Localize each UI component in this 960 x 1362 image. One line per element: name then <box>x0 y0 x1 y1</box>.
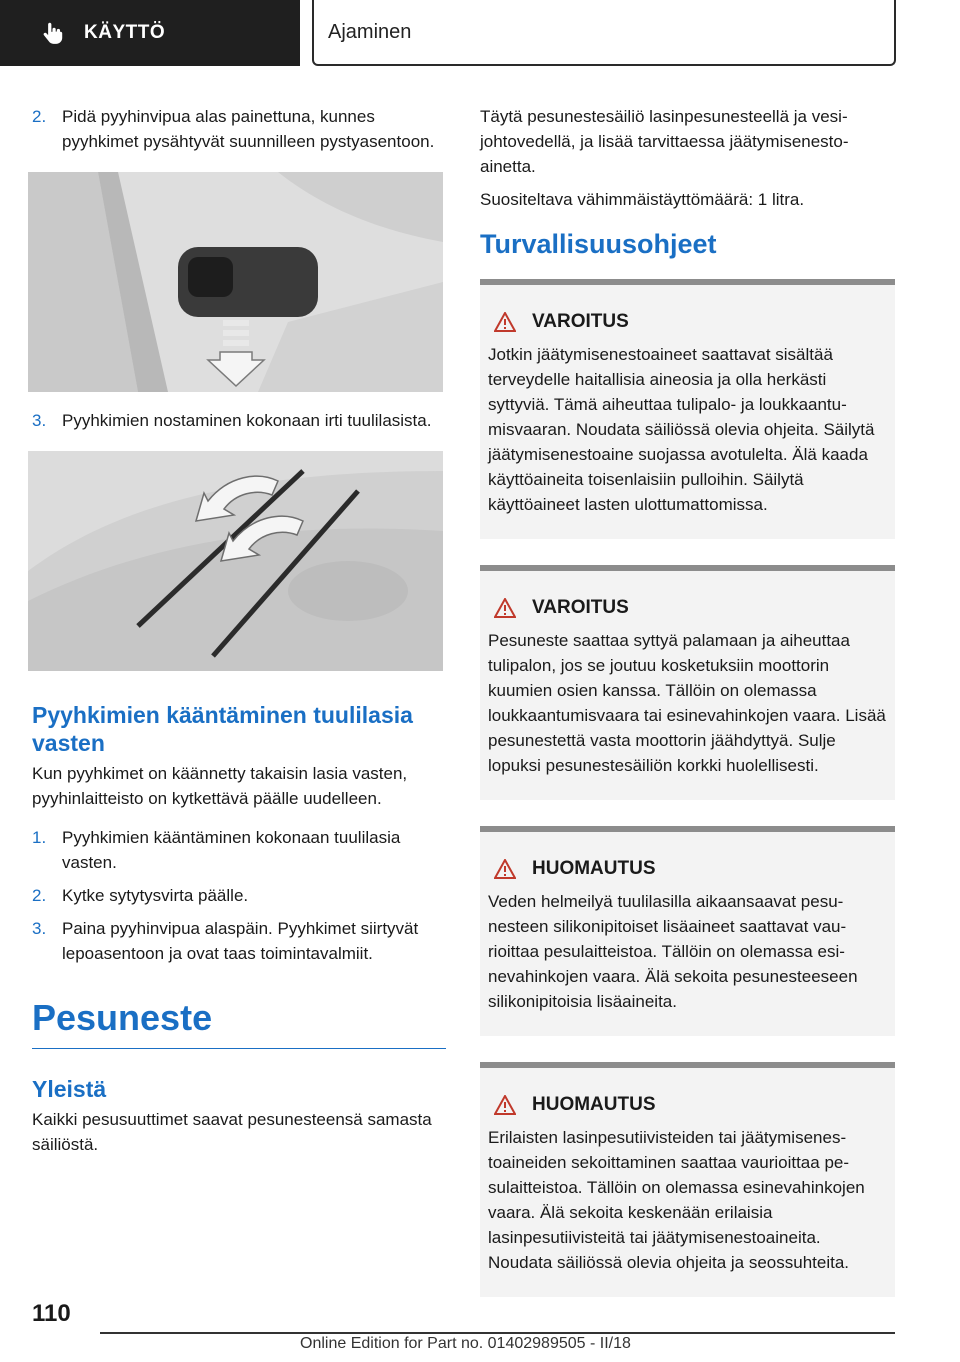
step-number: 3. <box>32 411 47 430</box>
edition-info: Online Edition for Part no. 01402989505 - II/18 <box>300 1335 631 1352</box>
paragraph: Kaikki pesusuuttimet saavat pesunesteensä samasta säiliöstä. <box>32 1110 432 1154</box>
notice-text: Veden helmeilyä tuulilasilla aikaansaavat pesunesteen silikonipitoiset lisäaineet saattavat vaurioittaa pesulaitteistoa. Tällöin on olemassa esinevahinkojen vaara. Älä sekoita pesunesteeseen silikonipitoisia lisäaineita. <box>488 892 858 1011</box>
notice-title: VAROITUS <box>532 311 629 332</box>
notice-header <box>494 856 887 881</box>
notice-header <box>494 309 887 334</box>
wipers-raised-illustration <box>28 451 443 671</box>
notice-header <box>494 1092 887 1117</box>
section-heading-fold-back: Pyyhkimien kääntäminen tuulilasia vasten <box>32 702 413 756</box>
list-item <box>32 825 446 875</box>
section-heading-yleista: Yleistä <box>32 1076 107 1102</box>
notice-header <box>494 595 887 620</box>
chapter-tab-label: KÄYTTÖ <box>84 22 166 43</box>
notice-title: HUOMAUTUS <box>532 1094 656 1115</box>
caution-box <box>480 826 895 1036</box>
warning-box <box>480 565 895 800</box>
step-number: 2. <box>32 107 47 126</box>
notice-text: Pesuneste saattaa syttyä palamaan ja aiheuttaa tulipalon, jos se joutuu kosketuksiin moottorin kuumien osien kanssa. Tällöin on olemassa loukkaantumisvaara tai esinevahinkojen vaara. Lisää pesunestettä vasta moottorin jäähdyttyä. Sulje lopuksi pesunestesäiliön korkki huolellisesti. <box>488 631 886 775</box>
step-number: 1. <box>32 828 47 847</box>
paragraph: Suositeltava vähimmäistäyttömäärä: 1 litra. <box>480 190 805 209</box>
left-column <box>32 104 446 1165</box>
step-number: 2. <box>32 886 47 905</box>
list-item <box>32 104 446 154</box>
notice-title: HUOMAUTUS <box>532 858 656 879</box>
warning-triangle-icon <box>494 312 516 332</box>
chapter-tab[interactable] <box>0 0 300 66</box>
paragraph: Kun pyyhkimet on käännetty takaisin lasia vasten, pyyhinlaitteisto on kytkettävä päälle uudelleen. <box>32 764 408 808</box>
chapter-heading-pesuneste: Pesuneste <box>32 996 446 1049</box>
wiper-lever-illustration <box>28 172 443 392</box>
right-column <box>480 104 895 1309</box>
page-number: 110 <box>32 1300 71 1327</box>
list-item <box>32 408 446 433</box>
caution-box <box>480 1062 895 1297</box>
step-number: 3. <box>32 919 47 938</box>
warning-triangle-icon <box>494 859 516 879</box>
step-text: Kytke sytytysvirta päälle. <box>62 886 249 905</box>
warning-triangle-icon <box>494 1095 516 1115</box>
step-text: Pyyhkimien kääntäminen kokonaan tuulilasia vasten. <box>62 828 401 872</box>
notice-text: Jotkin jäätymisenestoaineet saattavat sisältää terveydelle haitallisia aineosia ja olla herkästi syttyviä. Tämä aiheuttaa tulipalo- ja loukkaantumisvaaran. Noudata säiliössä olevia ohjeita. Säilytä jäätymisenestoaine suojassa avotulelta. Älä kaada käyttöaineita toisenlaisiin pulloihin. Säilytä käyttöaineet lasten ulottumattomissa. <box>488 345 875 514</box>
step-text: Paina pyyhinvipua alaspäin. Pyyhkimet siirtyvät lepoasentoon ja ovat taas toimintavalmiit. <box>62 919 419 963</box>
paragraph: Täytä pesunestesäiliö lasinpesunesteellä ja vesijohtovedellä, ja lisää tarvittaessa jäätymisenestoainetta. <box>480 107 849 176</box>
warning-box <box>480 279 895 539</box>
hand-touch-icon <box>40 20 66 46</box>
section-title: Ajaminen <box>312 0 896 66</box>
step-text: Pidä pyyhinvipua alas painettuna, kunnes pyyhkimet pysähtyvät suunnilleen pystyasentoon. <box>62 107 435 151</box>
warning-triangle-icon <box>494 598 516 618</box>
notice-text: Erilaisten lasinpesutiivisteiden tai jäätymisenestoaineiden sekoittaminen saattaa vaurioittaa pesulaitteistoa. Tällöin on olemassa esinevahinkojen vaara. Älä sekoita keskenään erilaisia lasinpesutiivisteitä tai jäätymisenestoaineita. Noudata säiliössä olevia ohjeita ja seossuhteita. <box>488 1128 865 1272</box>
footer-divider <box>100 1332 895 1334</box>
list-item <box>32 883 446 908</box>
step-text: Pyyhkimien nostaminen kokonaan irti tuulilasista. <box>62 411 432 430</box>
list-item <box>32 916 446 966</box>
notice-title: VAROITUS <box>532 597 629 618</box>
section-heading-safety: Turvallisuusohjeet <box>480 229 717 259</box>
